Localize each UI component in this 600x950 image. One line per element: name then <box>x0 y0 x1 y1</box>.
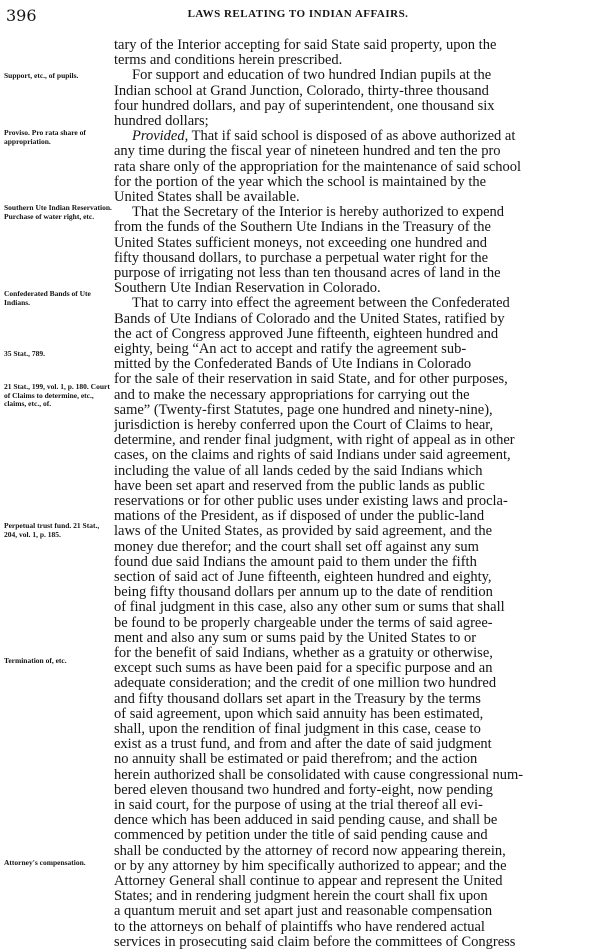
margin-note: Support, etc., of pupils. <box>4 71 79 80</box>
margin-note: Perpetual trust fund. 21 Stat., 204, vol. 1, p. 185. <box>4 521 100 539</box>
text-line: exist as a trust fund, and from and after the date of said judgment <box>114 737 492 753</box>
text-line: any time during the fiscal year of nineteen hundred and ten the pro <box>114 144 501 160</box>
text-line: or by any attorney by him specifically authorized to appear; and the <box>114 858 507 874</box>
text-line: no annuity shall be estimated or paid therefrom; and the action <box>114 752 478 768</box>
text-line: same” (Twenty-first Statutes, page one hundred and ninety-nine), <box>114 402 493 418</box>
text-line: cases, on the claims and rights of said Indians under said agreement, <box>114 448 511 464</box>
text-line: to the attorneys on behalf of plaintiffs who have rendered actual <box>114 919 485 935</box>
text-line: have been set apart and reserved from the public lands as public <box>114 478 485 494</box>
margin-note: Confederated Bands of Ute Indians. <box>4 289 91 307</box>
page-header <box>6 6 590 24</box>
text-line: Bands of Ute Indians of Colorado and the United States, ratified by <box>114 311 505 327</box>
text-line: dence which has been adduced in said pending cause, and shall be <box>114 813 498 829</box>
text-line: from the funds of the Southern Ute Indians in the Treasury of the <box>114 220 491 236</box>
text-line: bered eleven thousand two hundred and forty-eight, now pending <box>114 782 493 798</box>
margin-note: Proviso. Pro rata share of appropriation. <box>4 128 86 146</box>
text-line: rata share only of the appropriation for the maintenance of said school <box>114 159 522 175</box>
running-head: LAWS RELATING TO INDIAN AFFAIRS. <box>187 8 409 20</box>
text-line: of said agreement, upon which said annuity has been estimated, <box>114 706 484 722</box>
text-line: For support and education of two hundred Indian pupils at the <box>132 68 492 84</box>
text-line: determine, and render final judgment, with right of appeal as in other <box>114 433 515 449</box>
text-line: and fifty thousand dollars set apart in the Treasury by the terms <box>114 691 481 707</box>
text-line: of final judgment in this case, also any other sum or sums that shall <box>114 600 505 616</box>
margin-note: 35 Stat., 789. <box>4 349 46 358</box>
text-line: for the sale of their reservation in said State, and for other purposes, <box>114 372 508 388</box>
text-line: four hundred dollars, and pay of superintendent, one thousand six <box>114 98 495 114</box>
text-line: for the benefit of said Indians, whether as a gratuity or otherwise, <box>114 646 493 661</box>
text-line: purpose of irrigating not less than ten thousand acres of land in the <box>114 266 501 281</box>
text-line: services in prosecuting said claim before the committees of Congress <box>114 934 516 950</box>
text-line: for the portion of the year which the school is maintained by the <box>114 174 487 190</box>
text-line: except such sums as have been paid for a specific purpose and an <box>114 661 493 677</box>
text-line: mitted by the Confederated Bands of Ute Indians in Colorado <box>114 357 472 373</box>
text-line: and to make the necessary appropriations for carrying out the <box>114 387 470 403</box>
text-line: terms and conditions herein prescribed. <box>114 53 343 69</box>
text-line: mations of the President, as if disposed of under the public-land <box>114 509 485 525</box>
text-line: Provided, That if said school is disposed of as above authorized at <box>132 129 516 145</box>
text-line: That to carry into effect the agreement between the Confederated <box>132 296 510 312</box>
text-line: reservations or for other public uses under existing laws and procla- <box>114 494 508 509</box>
text-line: laws of the United States, as provided by said agreement, and the <box>114 524 493 540</box>
text-line: be found to be properly chargeable under the terms of said agree- <box>114 615 493 631</box>
text-line: tary of the Interior accepting for said State said property, upon the <box>114 38 497 53</box>
text-line: States; and in rendering judgment herein the court shall fix upon <box>114 889 488 905</box>
text-line: section of said act of June fifteenth, eighteen hundred and eighty, <box>114 570 492 585</box>
text-line: money due therefor; and the court shall set off against any sum <box>114 539 479 555</box>
text-line: jurisdiction is hereby conferred upon the Court of Claims to hear, <box>114 418 494 433</box>
text-line: a quantum meruit and set apart just and reasonable compensation <box>114 904 493 920</box>
text-line: fifty thousand dollars, to purchase a perpetual water right for the <box>114 250 489 266</box>
text-line: herein authorized shall be consolidated with cause congressional num- <box>114 767 524 783</box>
text-line: in said court, for the purpose of using at the trial thereof all evi- <box>114 798 483 813</box>
text-line: shall, upon the rendition of final judgment in this case, cease to <box>114 722 481 737</box>
page-number: 396 <box>6 6 37 25</box>
text-line: eighty, being “An act to accept and ratify the agreement sub- <box>114 342 467 357</box>
text-line: the act of Congress approved June fifteenth, eighteen hundred and <box>114 326 499 342</box>
text-line: shall be conducted by the attorney of record now appearing therein, <box>114 843 506 859</box>
text-line: That the Secretary of the Interior is hereby authorized to expend <box>132 205 505 221</box>
margin-note: Southern Ute Indian Reservation. Purchase of water right, etc. <box>4 203 112 221</box>
margin-note: 21 Stat., 199, vol. 1, p. 180. Court of Claims to determine, etc., claims, etc., of. <box>4 382 110 408</box>
text-line: commenced by petition under the title of said pending cause and <box>114 828 488 844</box>
text-line: Indian school at Grand Junction, Colorado, thirty-three thousand <box>114 83 489 99</box>
text-line: Attorney General shall continue to appear and represent the United <box>114 874 503 889</box>
text-line: found due said Indians the amount paid to them under the fifth <box>114 554 477 570</box>
text-line: including the value of all lands ceded by the said Indians which <box>114 463 483 479</box>
margin-note: Termination of, etc. <box>4 656 67 665</box>
text-line: hundred dollars; <box>114 114 209 129</box>
text-line: United States shall be available. <box>114 190 300 205</box>
margin-note: Attorney's compensation. <box>4 858 86 867</box>
text-line: United States sufficient moneys, not exceeding one hundred and <box>114 235 488 251</box>
text-line: adequate consideration; and the credit of one million two hundred <box>114 676 497 692</box>
text-line: ment and also any sum or sums paid by the United States to or <box>114 630 477 646</box>
text-line: being fifty thousand dollars per annum up to the date of rendition <box>114 585 493 601</box>
text-line: Southern Ute Indian Reservation in Colorado. <box>114 281 381 297</box>
